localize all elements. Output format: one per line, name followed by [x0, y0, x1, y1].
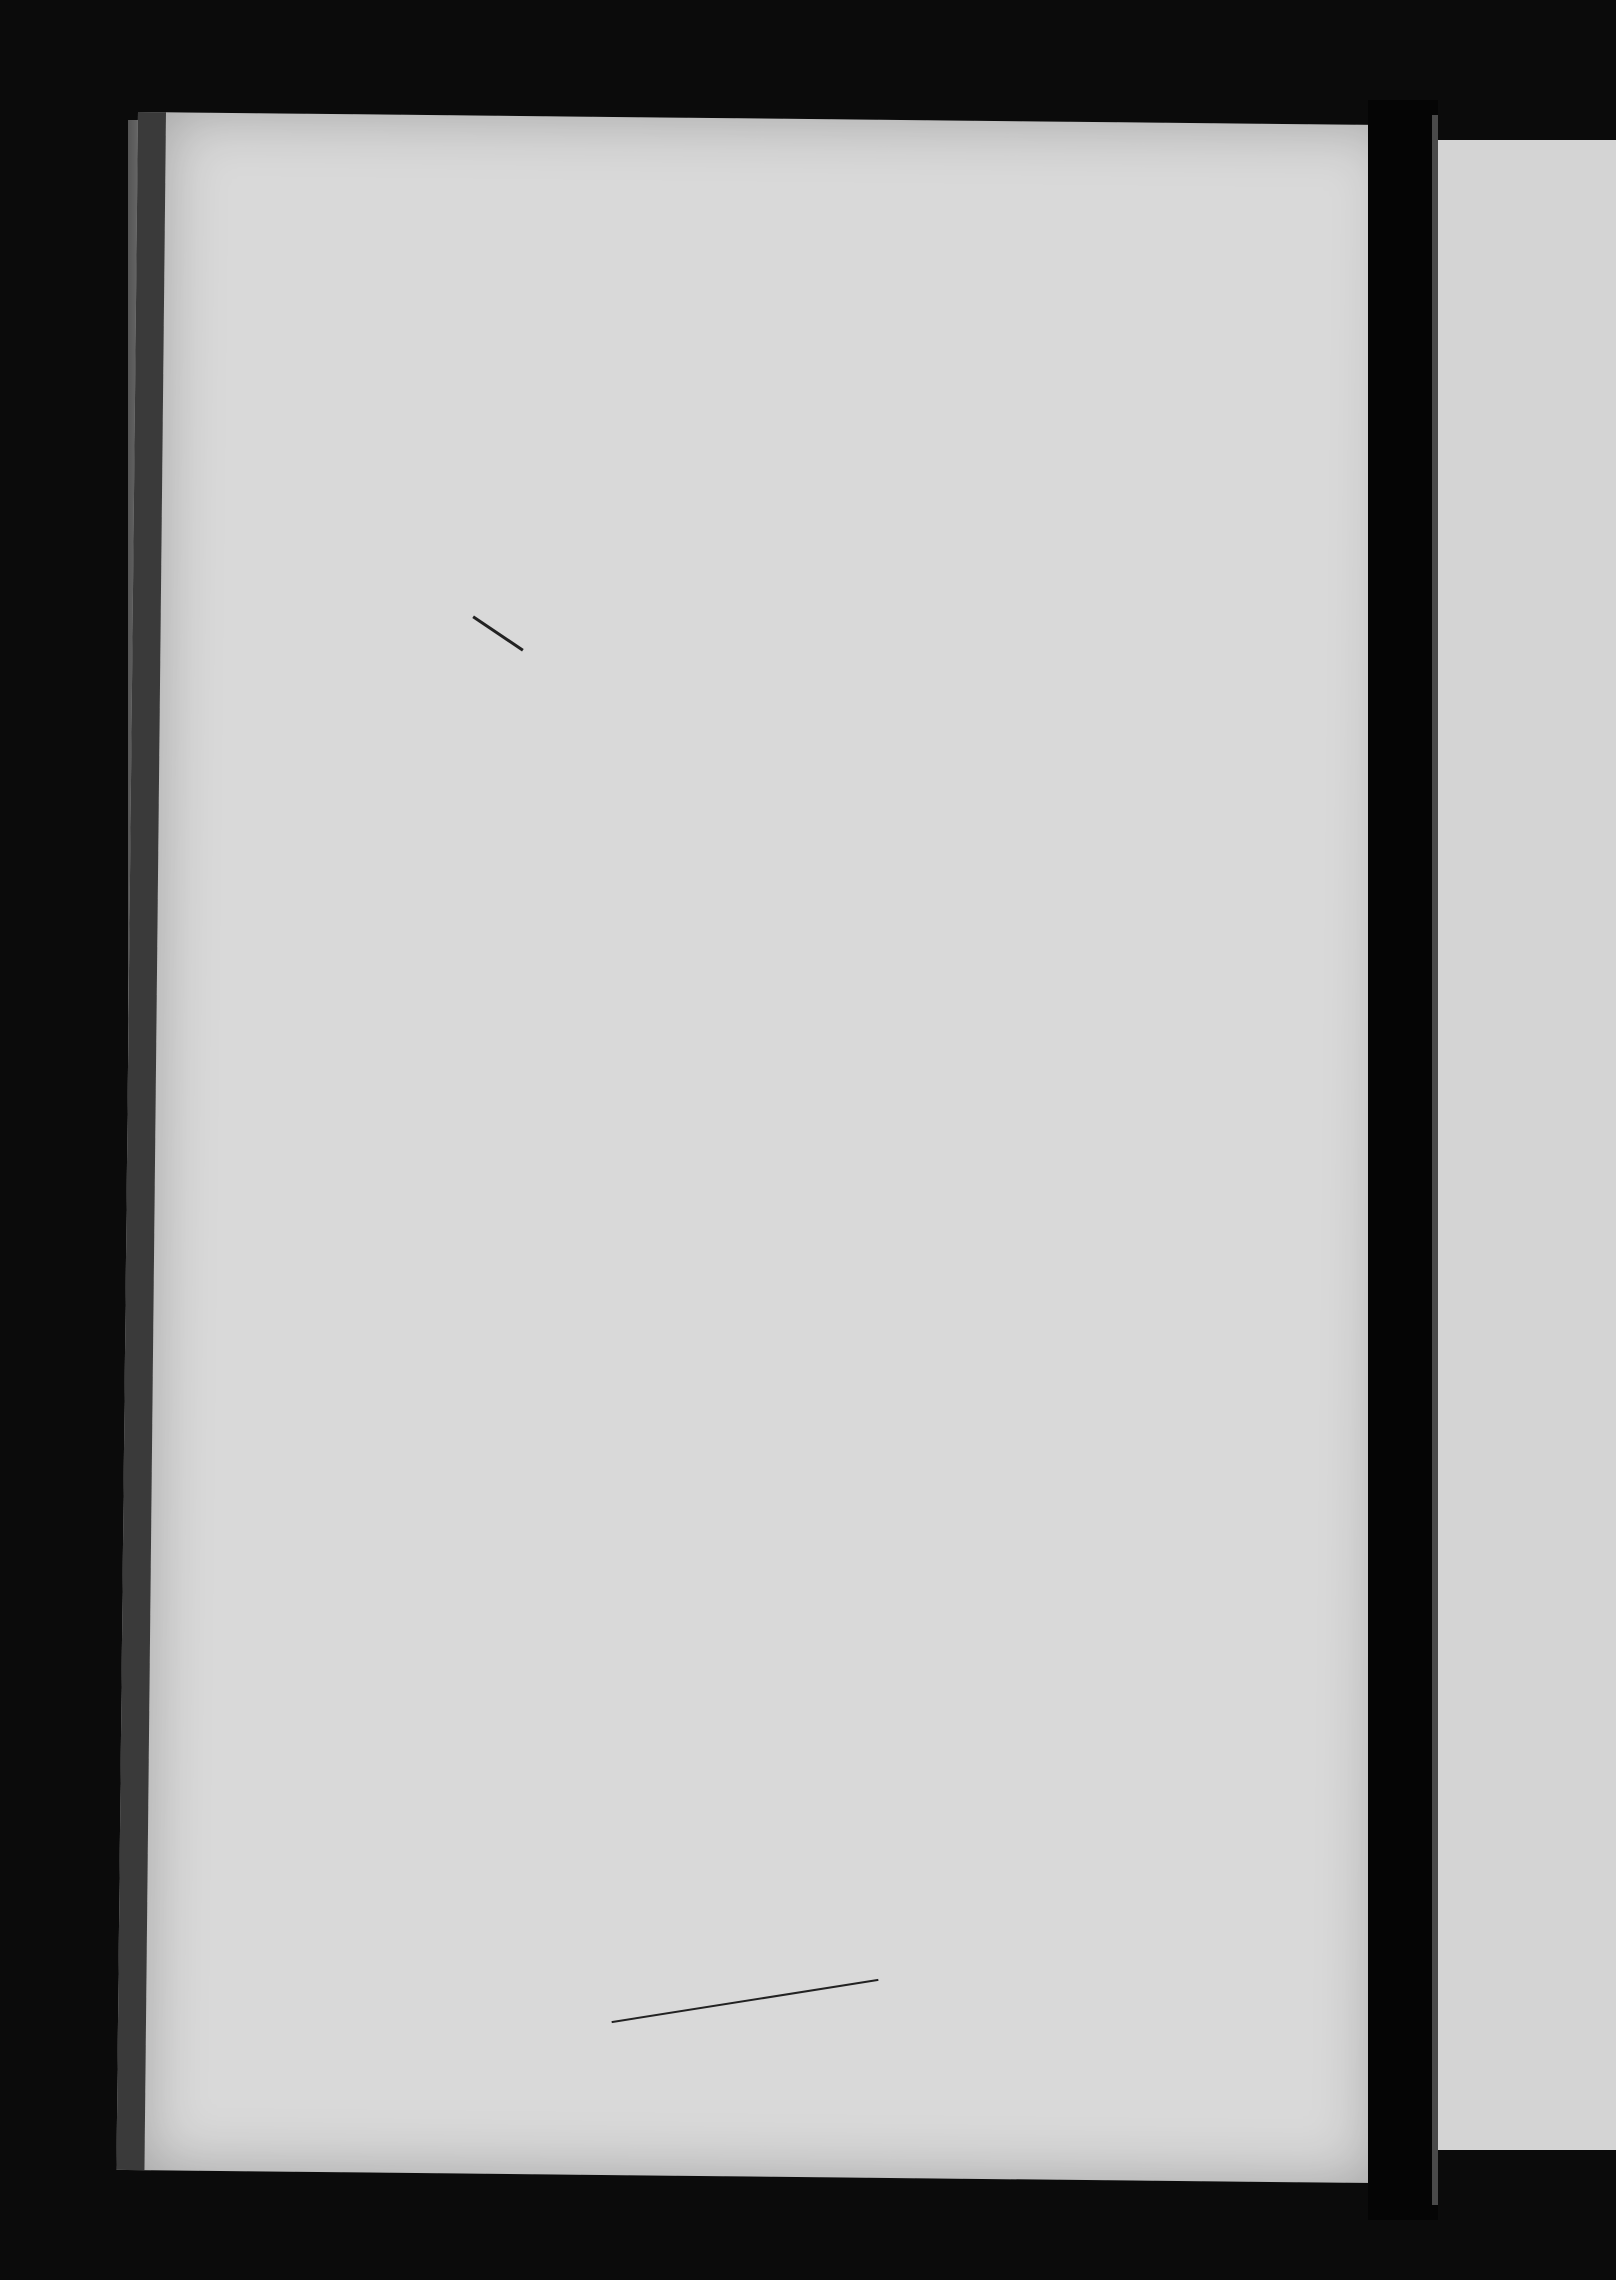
facing-page [1438, 140, 1616, 2150]
book-page [116, 112, 1395, 2183]
book-spine [1368, 100, 1438, 2220]
